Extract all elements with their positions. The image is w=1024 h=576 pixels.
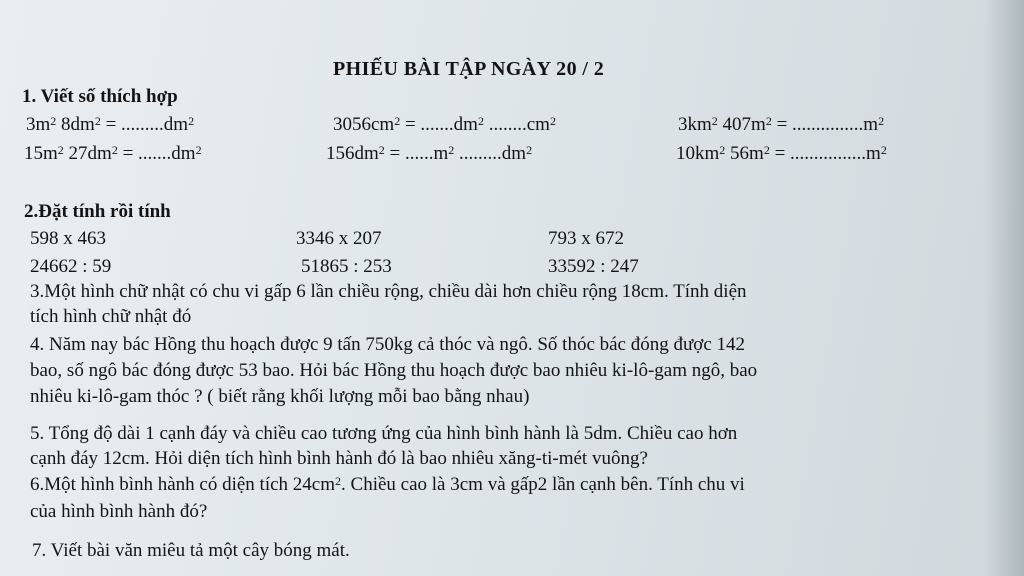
calc-item: 598 x 463 [30, 228, 106, 249]
calc-item: 51865 : 253 [301, 256, 392, 277]
problem-5-line: cạnh đáy 12cm. Hỏi diện tích hình bình hành đó là bao nhiêu xăng-ti-mét vuông? [30, 448, 648, 469]
calc-item: 3346 x 207 [296, 228, 382, 249]
conversion-item: $3m^2$ $8dm^2 = .........dm^2$ [26, 114, 195, 135]
section1-heading: 1. Viết số thích hợp [22, 86, 178, 107]
conversion-item: $15m^2$ $27dm^2 = .......dm^2$ [24, 143, 202, 164]
problem-5-line: 5. Tổng độ dài 1 cạnh đáy và chiều cao tương ứng của hình bình hành là 5dm. Chiều cao hơn [30, 423, 738, 444]
calc-item: 33592 : 247 [548, 256, 639, 277]
conversion-item: $156dm^2 = ......m^2$ $.........dm^2$ [326, 143, 533, 164]
conversion-item: $3056cm^2 = .......dm^2$ $........cm^2$ [333, 114, 556, 135]
page-title: PHIẾU BÀI TẬP NGÀY 20 / 2 [333, 58, 605, 80]
problem-7-line: 7. Viết bài văn miêu tả một cây bóng mát. [32, 540, 350, 561]
screen-edge-shadow [984, 0, 1024, 576]
problem-6-line: của hình bình hành đó? [30, 501, 208, 522]
calc-item: 793 x 672 [548, 228, 624, 249]
calc-item: 24662 : 59 [30, 256, 112, 277]
problem-4-line: bao, số ngô bác đóng được 53 bao. Hỏi bác Hồng thu hoạch được bao nhiêu ki-lô-gam ngô, bao [30, 360, 758, 381]
problem-3-line: 3.Một hình chữ nhật có chu vi gấp 6 lần chiều rộng, chiều dài hơn chiều rộng 18cm. Tính diện [30, 281, 747, 302]
problem-4-line: nhiêu ki-lô-gam thóc ? ( biết rằng khối lượng mỗi bao bằng nhau) [30, 386, 530, 407]
problem-6-line: 6.Một hình bình hành có diện tích $24cm^2$. Chiều cao là 3cm và gấp2 lần cạnh bên. Tính chu vi [30, 474, 745, 495]
section2-heading: 2.Đặt tính rồi tính [24, 201, 171, 222]
conversion-item: $10km^2$ $56m^2 = ................m^2$ [676, 143, 887, 164]
problem-4-line: 4. Năm nay bác Hồng thu hoạch được 9 tấn 750kg cả thóc và ngô. Số thóc bác đóng được 142 [30, 334, 746, 355]
problem-3-line: tích hình chữ nhật đó [30, 306, 192, 327]
conversion-item: $3km^2$ $407m^2 = ...............m^2$ [678, 114, 885, 135]
